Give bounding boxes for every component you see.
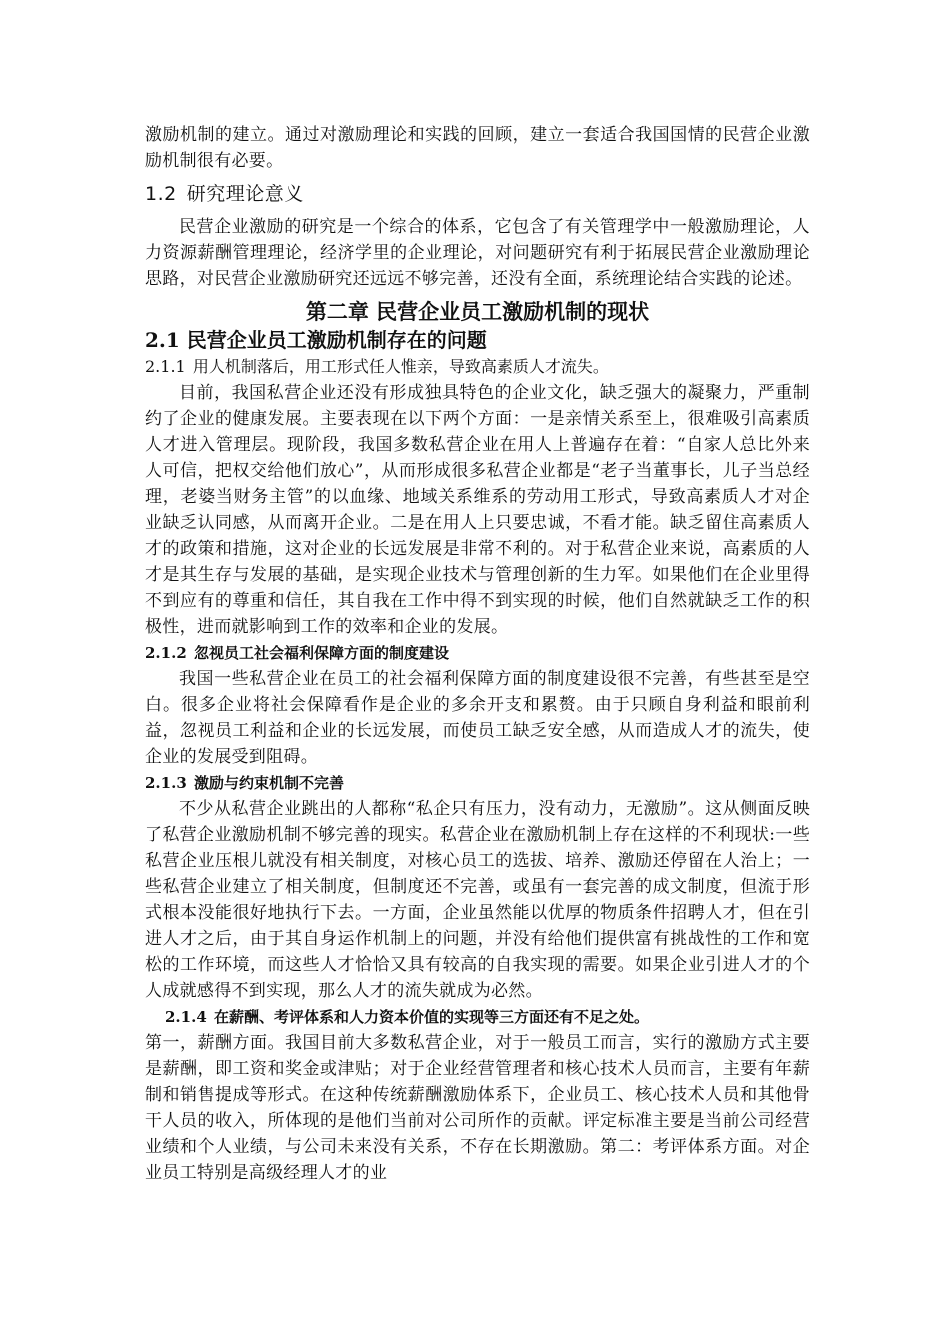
section-2-1-3-body: 不少从私营企业跳出的人都称“私企只有压力，没有动力，无激励”。这从侧面反映了私营企业激励机制不够完善的现实。私营企业在激励机制上存在这样的不利现状:一些私营企业压根儿就没有相关制度，对核心员工的选拔、培养、激励还停留在人治上；一些私营企业建立了相关制度，但制度还不完善，或虽有一套完善的成文制度，但流于形式根本没能很好地执行下去。一方面，企业虽然能以优厚的物质条件招聘人才，但在引进人才之后，由于其自身运作机制上的问题，并没有给他们提供富有挑战性的工作和宽松的工作环境，而这些人才恰恰又具有较高的自我实现的需要。如果企业引进人才的个人成就感得不到实现，那么人才的流失就成为必然。 (145, 799, 810, 1001)
section-title: 民营企业员工激励机制存在的问题 (186, 328, 487, 352)
section-2-1-4-body: 第一，薪酬方面。我国目前大多数私营企业，对于一般员工而言，实行的激励方式主要是薪酬，即工资和奖金或津贴；对于企业经营管理者和核心技术人员而言，主要有年薪制和销售提成等形式。在这种传统薪酬激励体系下，企业员工、核心技术人员和其他骨干人员的收入，所体现的是他们当前对公司所作的贡献。评定标准主要是当前公司经营业绩和个人业绩，与公司未来没有关系，不存在长期激励。第二：考评体系方面。对企业员工特别是高级经理人才的业 (145, 1033, 810, 1183)
section-2-1-2-body: 我国一些私营企业在员工的社会福利保障方面的制度建设很不完善，有些甚至是空白。很多企业将社会保障看作是企业的多余开支和累赘。由于只顾自身利益和眼前利益，忽视员工利益和企业的长远发展，而使员工缺乏安全感，从而造成人才的流失，使企业的发展受到阻碍。 (145, 669, 810, 767)
document-page (145, 122, 810, 1186)
section-number: 2.1.2 (145, 644, 187, 662)
section-number: 2.1 (145, 328, 180, 352)
section-2-1-1-body: 目前，我国私营企业还没有形成独具特色的企业文化，缺乏强大的凝聚力，严重制约了企业的健康发展。主要表现在以下两个方面：一是亲情关系至上，很难吸引高素质人才进入管理层。现阶段，我国多数私营企业在用人上普遍存在着：“自家人总比外来人可信，把权交给他们放心”，从而形成很多私营企业都是“老子当董事长，儿子当总经理，老婆当财务主管”的以血缘、地域关系维系的劳动用工形式，导致高素质人才对企业缺乏认同感，从而离开企业。二是在用人上只要忠诚，不看才能。缺乏留住高素质人才的政策和措施，这对企业的长远发展是非常不利的。对于私营企业来说，高素质的人才是其生存与发展的基础，是实现企业技术与管理创新的生力军。如果他们在企业里得不到应有的尊重和信任，其自我在工作中得不到实现的时候，他们自然就缺乏工作的积极性，进而就影响到工作的效率和企业的发展。 (145, 383, 810, 637)
section-number: 2.1.1 (145, 357, 186, 376)
section-2-1-3-heading (145, 770, 810, 796)
section-title: 研究理论意义 (186, 183, 304, 205)
section-2-1-1-heading (145, 354, 810, 380)
section-title: 激励与约束机制不完善 (194, 774, 345, 792)
section-number: 2.1.3 (145, 774, 187, 792)
section-2-1-heading (145, 326, 810, 354)
intro-paragraph: 激励机制的建立。通过对激励理论和实践的回顾，建立一套适合我国国情的民营企业激励机制很有必要。 (145, 125, 810, 171)
section-title: 在薪酬、考评体系和人力资本价值的实现等三方面还有不足之处。 (214, 1008, 650, 1026)
section-title: 忽视员工社会福利保障方面的制度建设 (194, 644, 450, 662)
section-number: 1.2 (145, 183, 177, 205)
section-2-1-4-heading (145, 1004, 810, 1030)
section-title: 用人机制落后，用工形式任人惟亲，导致高素质人才流失。 (192, 357, 609, 376)
section-1-2-heading (145, 180, 810, 208)
section-number: 2.1.4 (165, 1008, 207, 1026)
chapter-2-title: 第二章 民营企业员工激励机制的现状 (305, 299, 650, 324)
section-2-1-2-heading (145, 640, 810, 666)
section-1-2-body: 民营企业激励的研究是一个综合的体系，它包含了有关管理学中一般激励理论，人力资源薪酬管理理论，经济学里的企业理论，对问题研究有利于拓展民营企业激励理论思路，对民营企业激励研究还远远不够完善，还没有全面，系统理论结合实践的论述。 (145, 217, 810, 289)
